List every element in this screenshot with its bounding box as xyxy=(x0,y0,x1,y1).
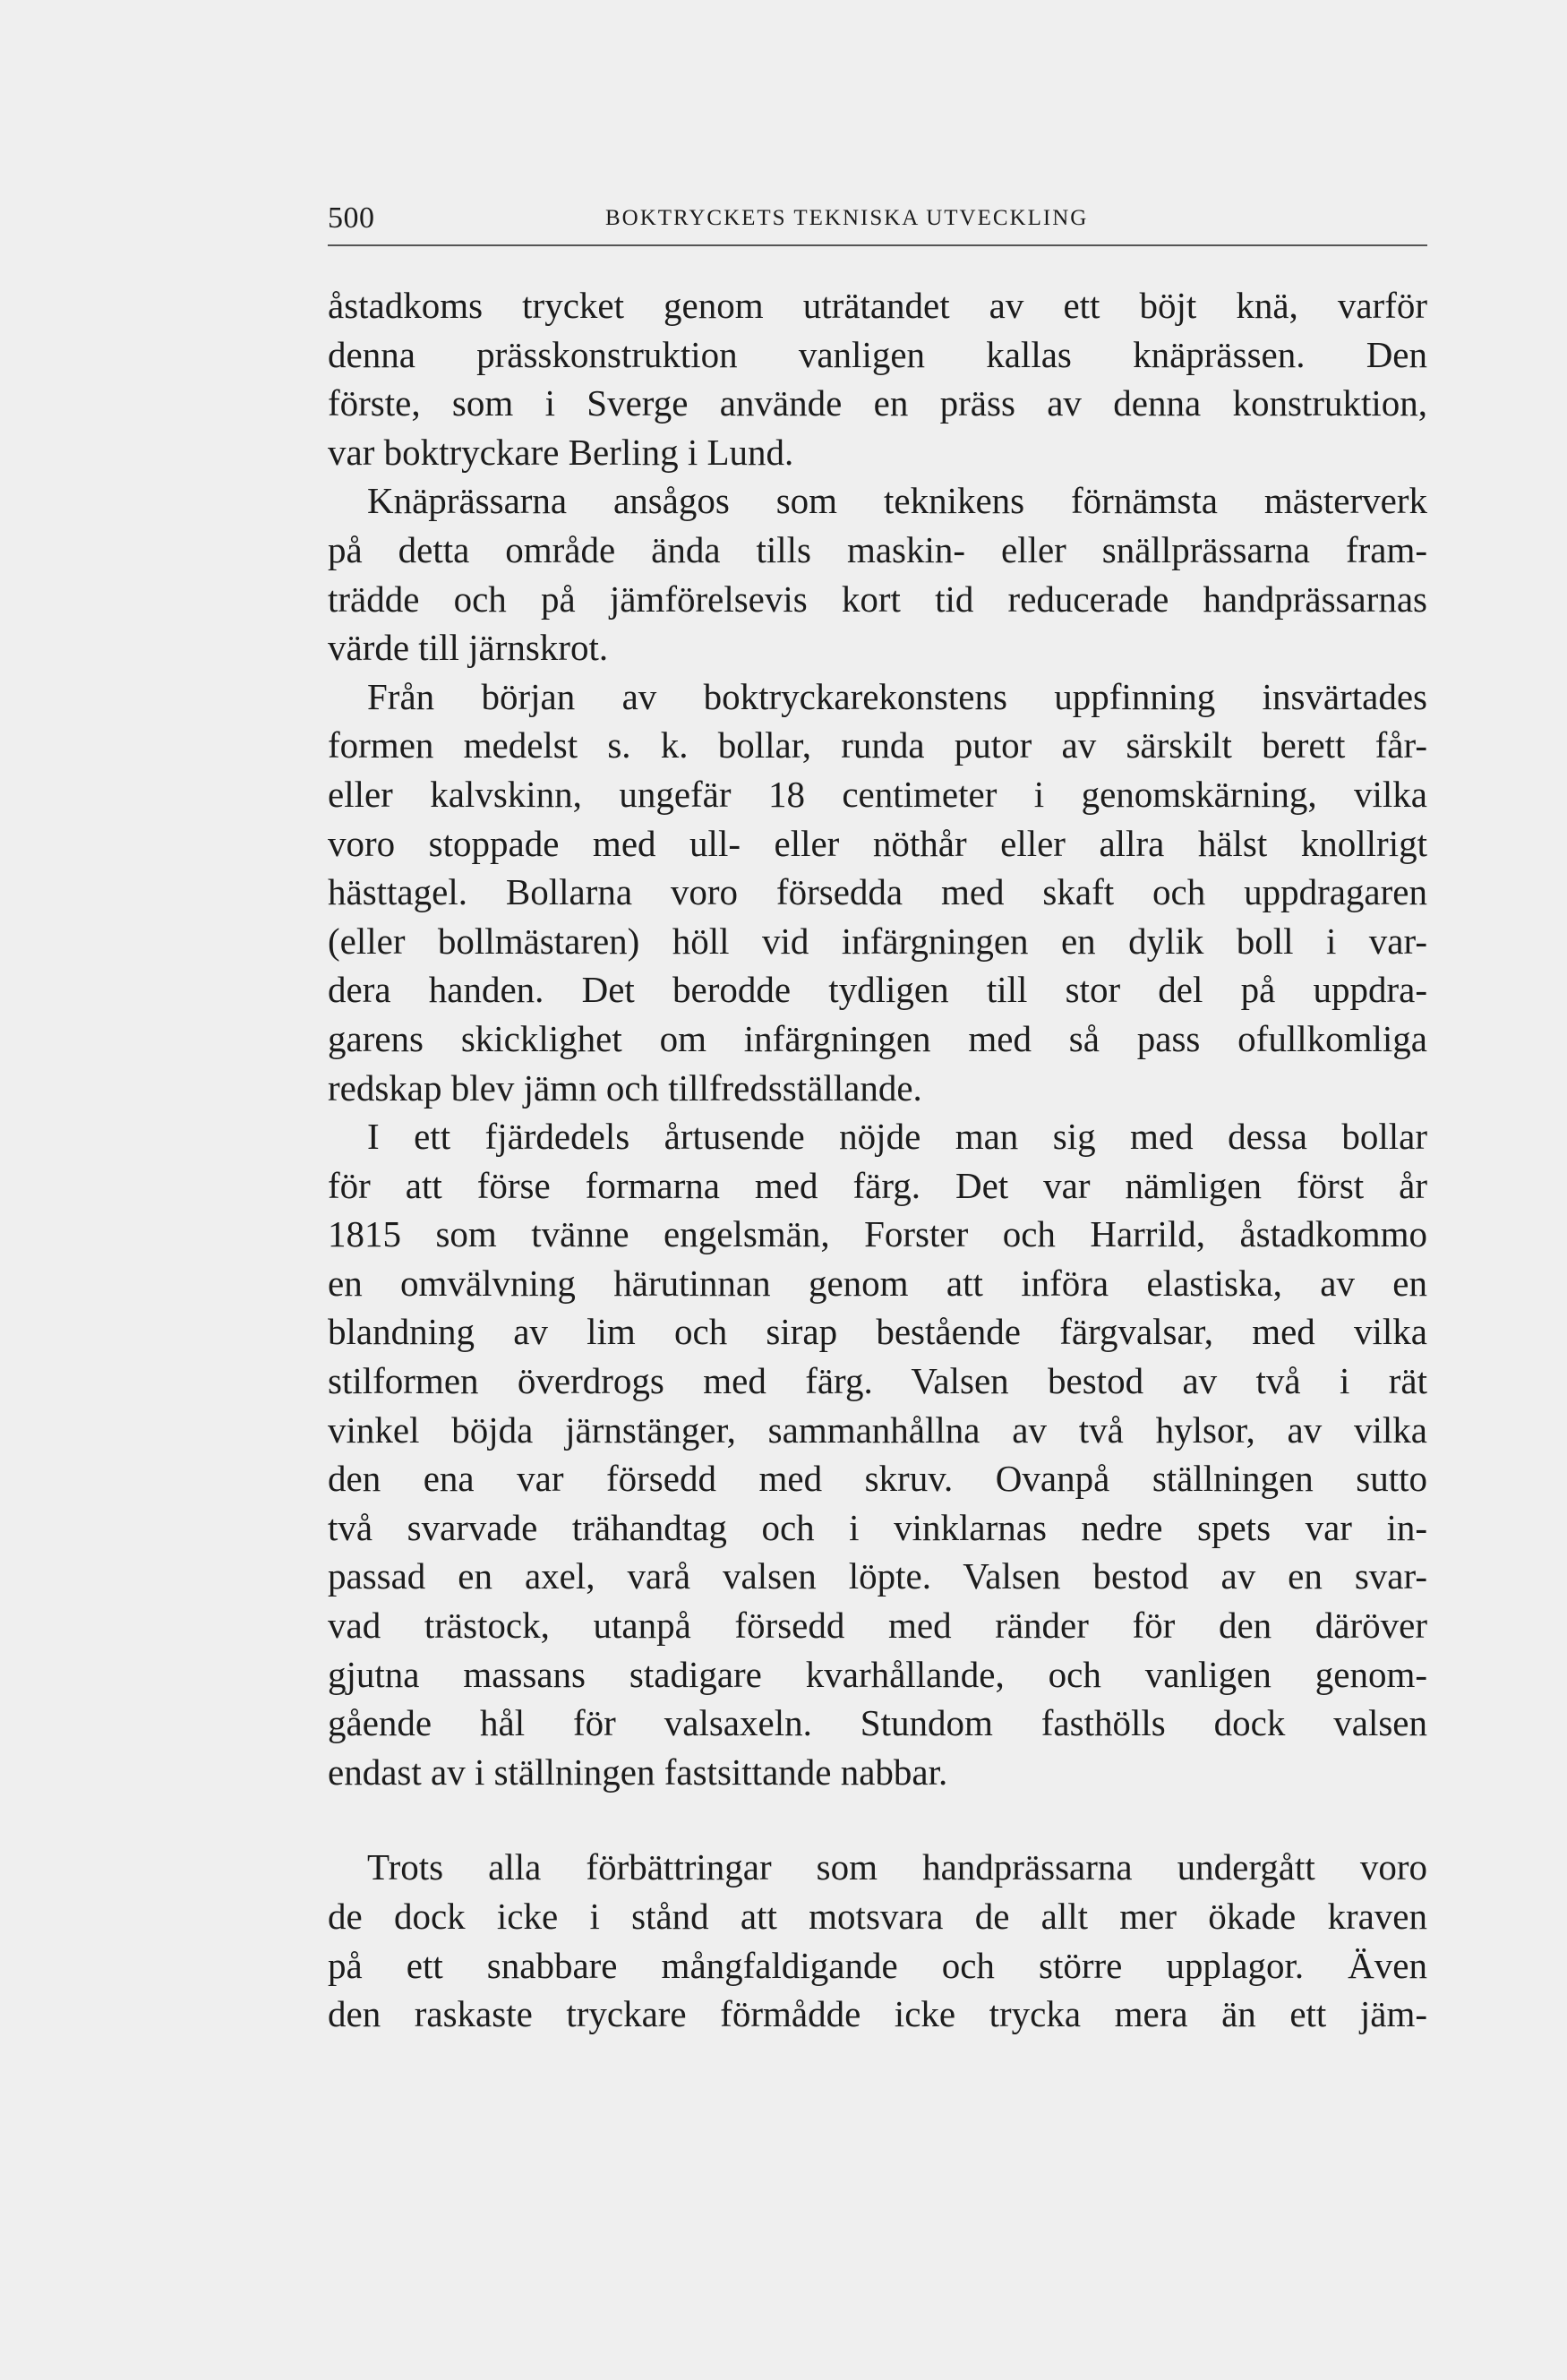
text-line: formen medelst s. k. bollar, runda putor av särskilt berett får- xyxy=(328,724,1427,766)
text-line: vad trästock, utanpå försedd med ränder för den däröver xyxy=(328,1605,1427,1647)
text-line: var boktryckare Berling i Lund. xyxy=(328,431,794,473)
text-line: gjutna massans stadigare kvarhållande, och vanligen genom- xyxy=(328,1653,1427,1695)
text-line: den raskaste tryckare förmådde icke trycka mera än ett jäm- xyxy=(328,1993,1427,2035)
text-line: blandning av lim och sirap bestående färgvalsar, med vilka xyxy=(328,1311,1427,1353)
running-title: BOKTRYCKETS TEKNISKA UTVECKLING xyxy=(605,206,1089,230)
text-line: voro stoppade med ull- eller nöthår eller allra hälst knollrigt xyxy=(328,822,1427,864)
text-line: på detta område ända tills maskin- eller snällprässarna fram- xyxy=(328,528,1427,570)
text-line: en omvälvning härutinnan genom att införa elastiska, av en xyxy=(328,1262,1427,1304)
text-line: denna prässkonstruktion vanligen kallas knäprässen. Den xyxy=(328,333,1427,375)
body-text xyxy=(328,281,1427,2039)
text-line: åstadkoms trycket genom uträtandet av ett böjt knä, varför xyxy=(328,285,1427,326)
text-line: eller kalvskinn, ungefär 18 centimeter i genomskärning, vilka xyxy=(328,773,1427,815)
text-line: gående hål för valsaxeln. Stundom fasthölls dock valsen xyxy=(328,1702,1427,1744)
text-line: I ett fjärdedels årtusende nöjde man sig med dessa bollar xyxy=(367,1116,1427,1158)
text-line: redskap blev jämn och tillfredsställande. xyxy=(328,1066,922,1109)
text-line: värde till järnskrot. xyxy=(328,627,609,669)
text-line: två svarvade trähandtag och i vinklarnas nedre spets var in- xyxy=(328,1506,1427,1548)
page-number: 500 xyxy=(328,201,375,235)
text-line: Knäprässarna ansågos som teknikens förnämsta mästerverk xyxy=(367,480,1427,522)
text-line: stilformen överdrogs med färg. Valsen bestod av två i rät xyxy=(328,1360,1427,1402)
section-gap xyxy=(328,1796,1427,1843)
text-line: Trots alla förbättringar som handprässarna undergått voro xyxy=(367,1846,1427,1888)
running-head xyxy=(328,199,1427,238)
text-line: trädde och på jämförelsevis kort tid reducerade handprässarnas xyxy=(328,578,1427,620)
text-line: för att förse formarna med färg. Det var nämligen först år xyxy=(328,1164,1427,1206)
text-line: endast av i ställningen fastsittande nabbar. xyxy=(328,1751,948,1793)
text-line: (eller bollmästaren) höll vid infärgningen en dylik boll i var- xyxy=(328,920,1427,962)
text-line: hästtagel. Bollarna voro försedda med skaft och uppdragaren xyxy=(328,871,1427,913)
text-line: den ena var försedd med skruv. Ovanpå ställningen sutto xyxy=(328,1458,1427,1500)
text-line: de dock icke i stånd att motsvara de allt mer ökade kraven xyxy=(328,1896,1427,1937)
text-line: passad en axel, varå valsen löpte. Valsen bestod av en svar- xyxy=(328,1555,1427,1597)
text-line: förste, som i Sverge använde en präss av denna konstruktion, xyxy=(328,382,1427,424)
text-line: garens skicklighet om infärgningen med så pass ofullkomliga xyxy=(328,1017,1427,1059)
text-line: 1815 som tvänne engelsmän, Forster och Harrild, åstadkommo xyxy=(328,1213,1427,1255)
text-line: Från början av boktryckarekonstens uppfinning insvärtades xyxy=(367,675,1427,717)
text-line: dera handen. Det berodde tydligen till stor del på uppdra- xyxy=(328,969,1427,1011)
text-line: vinkel böjda järnstänger, sammanhållna av två hylsor, av vilka xyxy=(328,1408,1427,1451)
text-line: på ett snabbare mångfaldigande och större upplagor. Även xyxy=(328,1944,1427,1986)
header-rule xyxy=(328,244,1427,246)
